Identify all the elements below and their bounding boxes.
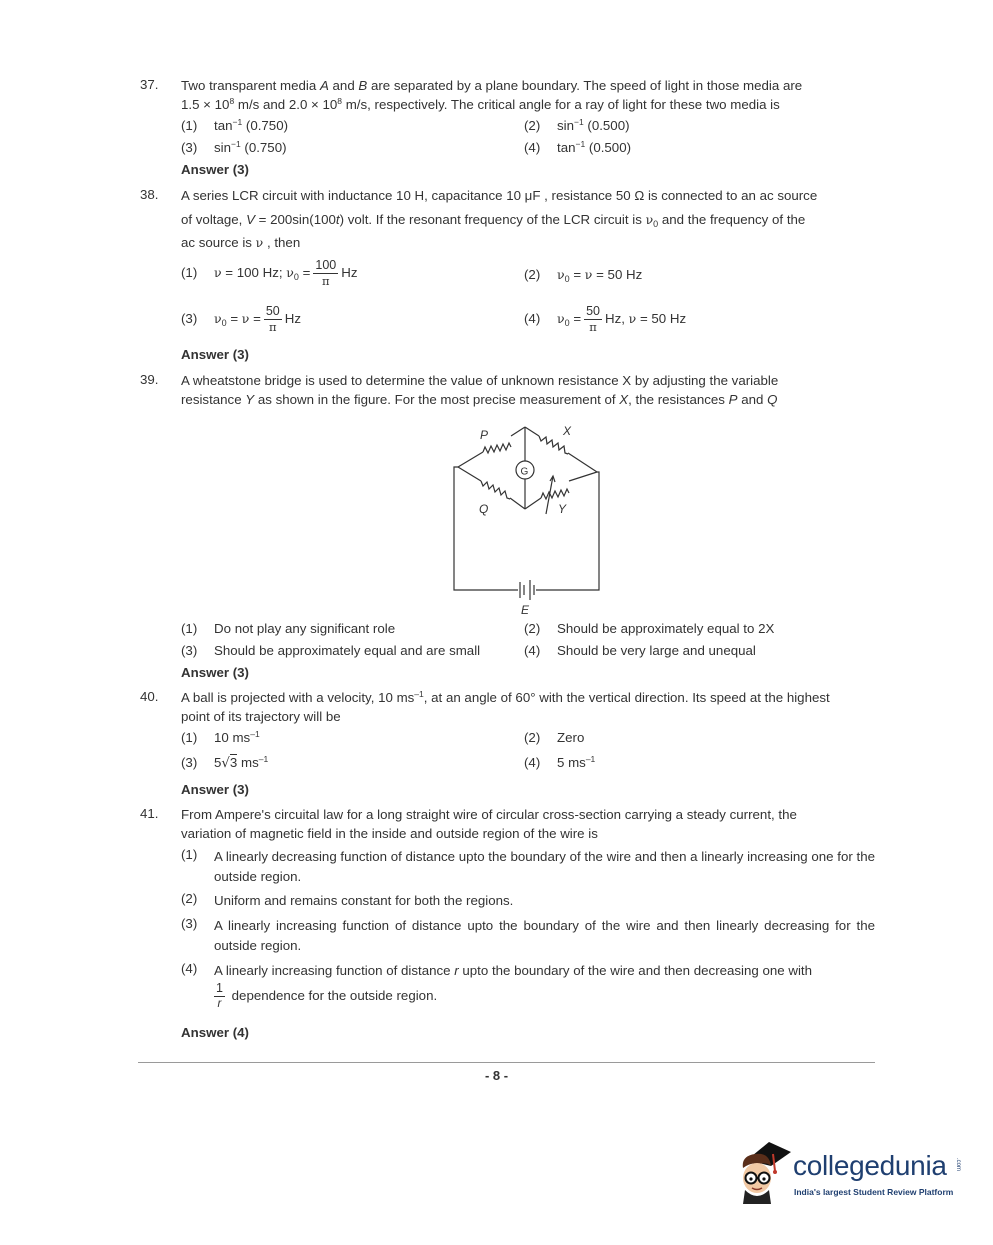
label-e: E: [521, 603, 530, 617]
arm-q-wire: [458, 467, 481, 481]
question-number: 40.: [140, 689, 159, 704]
label-q: Q: [479, 502, 489, 516]
option-1: (1) A linearly decreasing function of distance upto the boundary of the wire and then a linearly increasing one for the outside region.: [181, 847, 875, 884]
option-4: (4) $\tan^{-1} (0.500)$: [524, 139, 632, 155]
logo-wordmark: collegedunia: [793, 1150, 947, 1181]
option-4: (4) $\nu_0$ = $\frac{50}{\pi}$ Hz, ν = 50 Hz: [524, 304, 687, 334]
footer-divider: [138, 1062, 875, 1063]
question-number: 38.: [140, 187, 159, 202]
fraction: $\frac{1}{r}$: [216, 981, 223, 1010]
resistor-p: [483, 443, 511, 453]
wheatstone-bridge-diagram: [440, 418, 620, 623]
option-3: (3) 5√3 $ms^{-1}$: [181, 754, 269, 771]
answer: Answer (3): [181, 782, 249, 797]
question-text: A wheatstone bridge is used to determine the value of unknown resistance X by adjusting the variable resistance Y as shown in the figure. For the most precise measurement of X, the resistances P and Q: [181, 373, 779, 407]
option-4: (4) A linearly increasing function of distance r upto the boundary of the wire and then decreasing one with: [181, 961, 813, 978]
option-1: (1) ν = 100 Hz; $\nu_0$ = $\frac{100}{\pi}$ Hz: [181, 258, 358, 288]
fraction: $\frac{50}{\pi}$: [265, 304, 280, 334]
question-number: 39.: [140, 372, 159, 387]
resistor-x: [539, 436, 568, 454]
logo-tagline: India's largest Student Review Platform: [794, 1187, 954, 1197]
option-4-continued: $\frac{1}{r}$ dependence for the outside region.: [216, 981, 438, 1010]
option-4: (4) Should be very large and unequal: [524, 643, 756, 658]
option-3: (3) Should be approximately equal and are small: [181, 643, 481, 658]
circuit-wire-left: [454, 467, 518, 590]
question-number: 41.: [140, 806, 159, 821]
answer: Answer (4): [181, 1025, 249, 1040]
arm-p-wire-2: [511, 427, 525, 436]
label-y: Y: [558, 502, 567, 516]
fraction: $\frac{50}{\pi}$: [586, 304, 600, 334]
label-x: X: [563, 424, 572, 438]
option-3: (3) $\sin^{-1} (0.750)$: [181, 139, 287, 155]
question-39: [140, 372, 875, 409]
option-2: (2) $\sin^{-1} (0.500)$: [524, 117, 630, 133]
option-1: (1) $\tan^{-1} (0.750)$: [181, 117, 289, 133]
arm-p-wire: [458, 452, 483, 467]
arm-q-wire-2: [510, 498, 525, 509]
option-2: (2) $\nu_0 = \nu = 50$ Hz: [524, 267, 643, 284]
fraction: $\frac{100}{\pi}$: [315, 258, 337, 288]
page-number: - 8 -: [484, 1068, 509, 1083]
answer: Answer (3): [181, 665, 249, 680]
logo-domain: .com: [955, 1158, 961, 1172]
resistor-y: [541, 489, 569, 499]
label-p: P: [480, 428, 489, 442]
question-38: [140, 187, 875, 362]
question-text: A ball is projected with a velocity, 10 $ms^{-1}$, at an angle of 60° with the vertical direction. Its speed at the highest point of its trajectory will be: [181, 689, 830, 724]
label-g: G: [520, 466, 529, 478]
question-text: From Ampere's circuital law for a long straight wire of circular cross-section carrying a steady current, the variation of magnetic field in the inside and outside region of the wire is: [181, 807, 797, 841]
question-text: Two transparent media A and B are separated by a plane boundary. The speed of light in those media are $1.5 \times 10^8$ m/s and $2.0 \times 10^8$ m/s, respectively. The critical angle for a ray of light for these two media is: [181, 78, 803, 112]
question-37: [140, 77, 875, 177]
option-1: (1) Do not play any significant role: [181, 621, 396, 636]
resistor-q: [481, 481, 510, 499]
answer: Answer (3): [181, 347, 249, 362]
question-41: [140, 806, 875, 1040]
option-2: (2) Should be approximately equal to 2X: [524, 621, 775, 636]
option-4: (4) 5 $ms^{-1}$: [524, 754, 596, 770]
variable-arrow: [546, 476, 553, 514]
option-3: (3) A linearly increasing function of distance upto the boundary of the wire and then linearly decreasing for the outside region.: [181, 916, 875, 953]
question-text: A series LCR circuit with inductance 10 H, capacitance 10 μF , resistance 50 Ω is connected to an ac source of voltage, V = 200sin(100t) volt. If the resonant frequency of the LCR circuit is $\nu_0$ and the frequency of the ac source is ν , then: [181, 188, 818, 250]
arm-x-wire: [525, 427, 539, 436]
arm-x-wire-2: [568, 453, 597, 472]
option-2: (2) Uniform and remains constant for both the regions.: [181, 891, 514, 908]
question-40: [140, 689, 875, 797]
option-3: (3) $\nu_0 = \nu$ = $\frac{50}{\pi}$ Hz: [181, 304, 302, 334]
arm-y-wire: [525, 498, 541, 509]
answer: Answer (3): [181, 162, 249, 177]
arm-y-wire-2: [569, 472, 597, 481]
option-1: (1) 10 $ms^{-1}$: [181, 729, 260, 745]
collegedunia-logo: [733, 1138, 963, 1210]
question-number: 37.: [140, 77, 159, 92]
option-2: (2) Zero: [524, 730, 585, 745]
mascot-icon: [733, 1138, 793, 1208]
